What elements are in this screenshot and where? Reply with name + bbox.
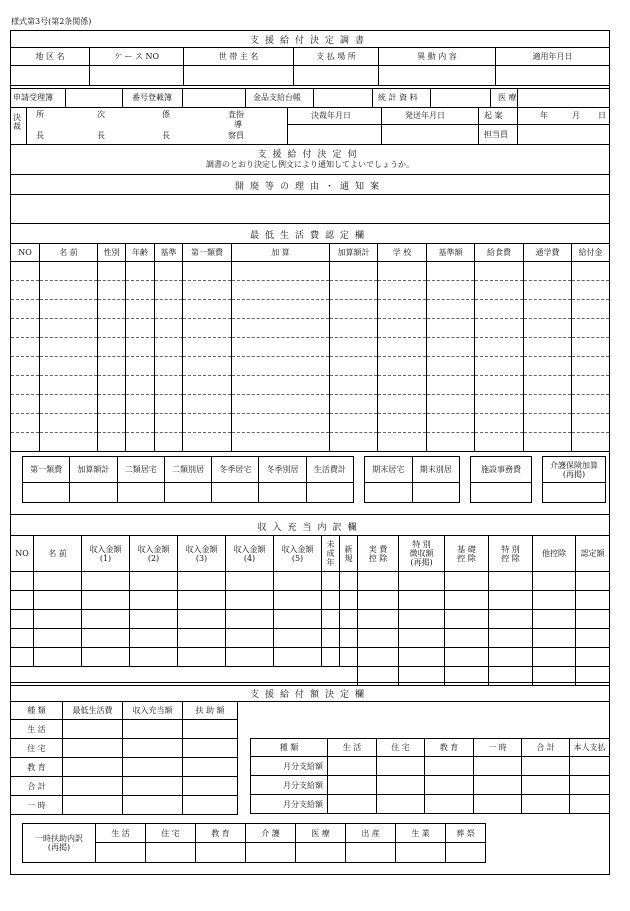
col-shiharai: 支 払 場 所 (294, 48, 379, 66)
label-toukei-shiryou: 統 計 資 料 (378, 93, 418, 102)
col-kiso-koujo: 基 礎 控 除 (445, 536, 489, 572)
box-shisetsu-jimuhi: 施設事務費 (471, 457, 532, 483)
kyuufugaku-right-table[interactable] (250, 738, 610, 814)
kessai-ji: 次 (97, 110, 105, 119)
col-r-ichiji: 一 時 (474, 739, 522, 757)
col-shurui: 種 類 (11, 702, 63, 720)
kessai-satsuin: 察員 (228, 131, 244, 140)
col-chiku: 地 区 名 (11, 48, 90, 66)
kyuufugaku-left-table[interactable] (10, 701, 238, 815)
label-kian: 起 案 (484, 111, 503, 120)
input-tekiyou[interactable] (496, 66, 610, 86)
ichiji-fujo-table[interactable] (22, 823, 486, 863)
col-gakkou: 学 校 (378, 244, 427, 262)
col-r-kyouiku: 教 育 (425, 739, 474, 757)
col-kijun: 基準 (155, 244, 183, 262)
box-dai1rui: 第一類費 (23, 457, 70, 483)
col-i-seikatsu: 生 活 (96, 824, 146, 843)
col-shuunyuu-4: 収入金額 (4) (226, 536, 274, 572)
col-shuunyuu-3: 収入金額 (3) (178, 536, 226, 572)
col-r-honnin-shiharai: 本人支払 (570, 739, 610, 757)
col-kyuushokuhi: 給食費 (475, 244, 524, 262)
col-miseinen: 未 成 年 (322, 536, 340, 572)
col-r-seikatsu: 生 活 (328, 739, 377, 757)
col-no: NO (11, 244, 40, 262)
box-kimatsu-kyotaku: 期末居宅 (365, 457, 413, 483)
kettei-ukagai-text: 調書のとおり決定し例文により通知してよいでしょうか。 (206, 160, 414, 169)
label-kessai: 決裁 (13, 113, 21, 131)
col-r-juutaku: 住 宅 (377, 739, 425, 757)
section-title-kyuufugaku-kettei: 支援給付額決定欄 (249, 690, 370, 700)
kessai-chou-1: 長 (36, 131, 44, 140)
label-tantouin: 担当員 (484, 130, 508, 139)
box-touki-bekkyo: 冬季別居 (259, 457, 306, 483)
col-idou: 異 動 内 容 (379, 48, 496, 66)
col-namae: 名 前 (40, 244, 98, 262)
col-kijungaku: 基準額 (427, 244, 475, 262)
input-case-no[interactable] (90, 66, 184, 86)
col-namae: 名 前 (34, 536, 82, 572)
form-number: 様式第3号(第2条関係) (11, 17, 92, 26)
col-i-shussan: 出 産 (346, 824, 396, 843)
col-i-kyouiku: 教 育 (196, 824, 246, 843)
col-tokubetsu-choushuu: 特 別 徴収額 (再掲) (399, 536, 445, 572)
seikatsuhi-subtotal-box (22, 456, 354, 503)
col-r-goukei: 合 計 (522, 739, 570, 757)
col-i-sousai: 葬 祭 (446, 824, 486, 843)
input-idou[interactable] (379, 66, 496, 86)
kessai-kakari: 係 (162, 110, 170, 119)
col-dai1rui: 第一類費 (183, 244, 232, 262)
col-jippi-koujo: 実 費 控 除 (358, 536, 399, 572)
label-year: 年 (540, 111, 548, 120)
col-i-iryou: 医 療 (296, 824, 346, 843)
row-goukei: 合 計 (11, 777, 63, 796)
kessai-dou: 導 (234, 120, 242, 129)
kessai-sashi: 査指 (228, 110, 244, 119)
box-kimatsu-bekkyo: 期末別居 (412, 457, 460, 483)
col-shuunyuu-2: 収入金額 (2) (130, 536, 178, 572)
shisetsu-jimuhi-box (470, 456, 532, 503)
section-title-kaihai: 開廃等の理由・通知案 (234, 182, 385, 192)
section-title-saitei-seikatsuhi: 最低生活費認定欄 (249, 231, 370, 241)
col-shinki: 新 規 (340, 536, 358, 572)
kessai-sho: 所 (36, 110, 44, 119)
row-seikatsu: 生 活 (11, 720, 63, 739)
label-kessai-date: 決裁年月日 (311, 111, 351, 120)
col-saitei-seikatsuhi: 最低生活費 (63, 702, 123, 720)
col-takoujo: 他控除 (533, 536, 576, 572)
col-seibetsu: 性別 (98, 244, 126, 262)
section-title-kettei-chousho: 支援給付決定調書 (249, 36, 370, 46)
col-i-juutaku: 住 宅 (146, 824, 196, 843)
col-ninteigaku: 認定額 (576, 536, 610, 572)
saitei-header-table (10, 243, 610, 262)
col-case-no: ケ ー ス NO (90, 48, 184, 66)
col-i-seigyou: 生 業 (396, 824, 446, 843)
col-r-shurui: 種 類 (251, 739, 328, 757)
saitei-data-table[interactable] (10, 261, 610, 452)
shuunyuu-table[interactable] (10, 535, 610, 686)
col-shuunyuu-juutou: 収入充当額 (123, 702, 183, 720)
col-i-kaigo: 介 護 (246, 824, 296, 843)
input-shiharai[interactable] (294, 66, 379, 86)
kessai-chou-2: 長 (97, 131, 105, 140)
col-kasangakukei: 加算額計 (330, 244, 378, 262)
col-no: NO (11, 536, 34, 572)
label-day: 日 (598, 111, 606, 120)
input-chiku[interactable] (11, 66, 90, 86)
section-title-kettei-ukagai: 支援給付決定伺 (257, 150, 363, 160)
col-tokubetsu-koujo: 特 別 控 除 (489, 536, 533, 572)
row-juutaku: 住 宅 (11, 739, 63, 758)
row-getsubun-3: 月分支給額 (251, 795, 328, 814)
box-kasangakukei: 加算額計 (70, 457, 117, 483)
col-setainushi: 世 帯 主 名 (184, 48, 294, 66)
col-tsuugakuhi: 通学費 (524, 244, 572, 262)
box-touki-kyotaku: 冬季居宅 (212, 457, 259, 483)
col-nenrei: 年齢 (126, 244, 155, 262)
box-2rui-bekkyo: 二類別居 (164, 457, 211, 483)
label-shinsei-juri: 申請受理簿 (13, 93, 53, 102)
label-kinpin-shikyuu: 金品支給台帳 (253, 93, 301, 102)
row-getsubun-2: 月分支給額 (251, 776, 328, 795)
col-shuunyuu-5: 収入金額 (5) (274, 536, 322, 572)
label-hassou-date: 発送年月日 (405, 111, 445, 120)
col-kasan: 加 算 (232, 244, 330, 262)
label-iryou: 医 療 (498, 93, 517, 102)
col-tekiyou: 適用年月日 (496, 48, 610, 66)
col-kyuufukin: 給付金 (572, 244, 610, 262)
header-table (10, 47, 610, 86)
box-seikatsuhikei: 生活費計 (306, 457, 353, 483)
row-kyouiku: 教 育 (11, 758, 63, 777)
input-setainushi[interactable] (184, 66, 294, 86)
box-kaigo-hoken: 介護保険加算 (再掲) (543, 457, 606, 483)
row-getsubun-1: 月分支給額 (251, 757, 328, 776)
section-title-shuunyuu-juutou: 収入充当内訳欄 (257, 523, 363, 533)
label-ichiji-fujo: 一時扶助内訳 (再掲) (23, 824, 96, 863)
kimatsu-box (364, 456, 460, 503)
label-month: 月 (572, 111, 580, 120)
box-2rui-kyotaku: 二類居宅 (117, 457, 164, 483)
kaigo-hoken-box (542, 456, 606, 503)
kessai-chou-3: 長 (162, 131, 170, 140)
col-shuunyuu-1: 収入金額 (1) (82, 536, 130, 572)
col-fujogaku: 扶 助 額 (183, 702, 238, 720)
row-ichiji: 一 時 (11, 796, 63, 815)
label-bangou-tousai: 番号登載簿 (132, 93, 172, 102)
